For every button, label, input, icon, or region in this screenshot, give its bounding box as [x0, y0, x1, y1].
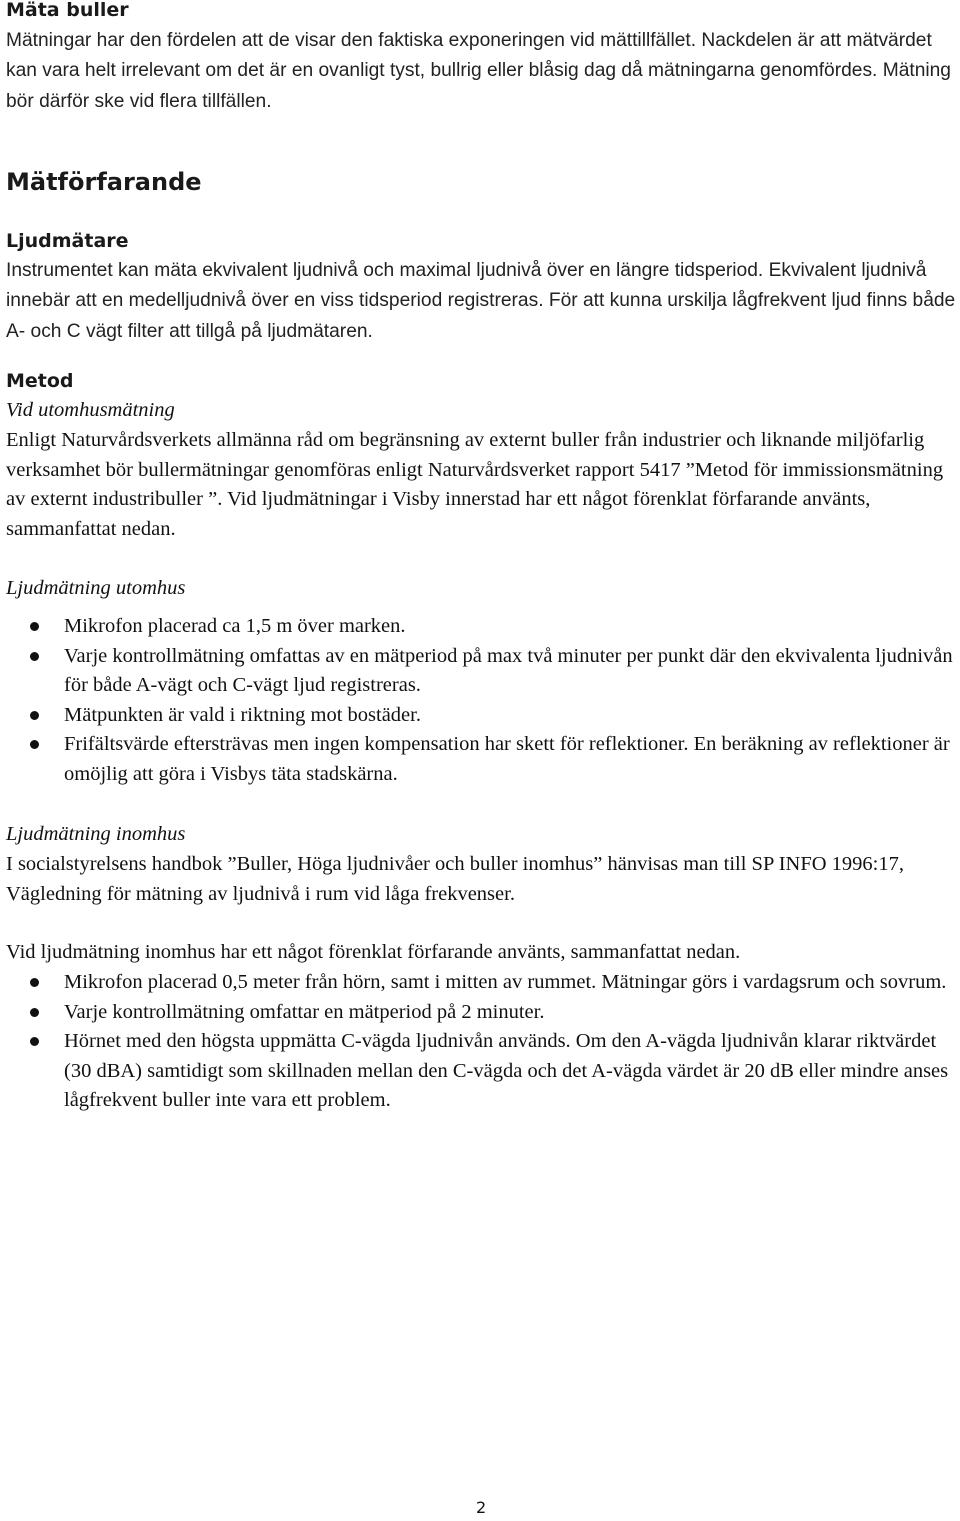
bullet-icon: [30, 1008, 39, 1017]
list-item: Varje kontrollmätning omfattas av en mätperiod på max två minuter per punkt där den ekvivalenta ljudnivån för både A-vägt och C-vägt ljud registreras.: [0, 642, 954, 701]
paragraph-inomhus-intro: Vid ljudmätning inomhus har ett något förenklat förfarande använts, sammanfattat nedan.: [6, 941, 741, 963]
subheading-ljudmatning-utomhus: Ljudmätning utomhus: [6, 577, 186, 599]
heading-matforfarande: Mätförfarande: [6, 168, 202, 196]
list-item: Hörnet med den högsta uppmätta C-vägda ljudnivån används. Om den A-vägda ljudnivån klarar riktvärdet (30 dBA) samtidigt som skillnaden mellan den C-vägda och det A-vägda värdet är 20 dB eller mindre anses lågfrekvent buller inte vara ett problem.: [0, 1027, 954, 1116]
list-item: Frifältsvärde eftersträvas men ingen kompensation har skett för reflektioner. En beräkning av reflektioner är omöjlig att göra i Visbys täta stadskärna.: [0, 730, 954, 789]
bullet-icon: [30, 978, 39, 987]
subheading-vid-utomhusmatning: Vid utomhusmätning: [6, 399, 175, 421]
paragraph-mata-buller: Mätningar har den fördelen att de visar den faktiska exponeringen vid mättillfället. Nackdelen är att mätvärdet kan vara helt irrelevant om det är en ovanligt tyst, bullrig eller blåsig dag då mätningarna genomfördes. Mätning bör därför ske vid flera tillfällen.: [6, 30, 951, 112]
paragraph-inomhus: I socialstyrelsens handbok ”Buller, Höga ljudnivåer och buller inomhus” hänvisas man till SP INFO 1996:17, Vägledning för mätning av ljudnivå i rum vid låga frekvenser.: [6, 853, 905, 905]
paragraph-ljudmatare: Instrumentet kan mäta ekvivalent ljudnivå och maximal ljudnivå över en längre tidsperiod. Ekvivalent ljudnivå innebär att en medelljudnivå över en viss tidsperiod registreras. För att kunna urskilja lågfrekvent ljud finns både A- och C vägt filter att tillgå på ljudmätaren.: [6, 260, 956, 342]
list-item: Mätpunkten är vald i riktning mot bostäder.: [0, 701, 954, 731]
page-number: 2: [476, 1498, 487, 1517]
paragraph-metod: Enligt Naturvårdsverkets allmänna råd om begränsning av externt buller från industrier och liknande miljöfarlig verksamhet bör bullermätningar genomföras enligt Naturvårdsverket rapport 5417 ”Metod för immissionsmätning av externt industribuller ”. Vid ljudmätningar i Visby innerstad har ett något förenklat förfarande använts, sammanfattat nedan.: [6, 429, 944, 540]
bullet-icon: [30, 1037, 39, 1046]
subheading-ljudmatning-inomhus: Ljudmätning inomhus: [6, 823, 186, 845]
list-item: Mikrofon placerad ca 1,5 m över marken.: [0, 612, 954, 642]
bullet-icon: [30, 740, 39, 749]
bullet-icon: [30, 622, 39, 631]
heading-ljudmatare: Ljudmätare: [6, 230, 129, 252]
bullet-icon: [30, 711, 39, 720]
bullet-list-utomhus: [0, 612, 960, 790]
heading-metod: Metod: [6, 370, 74, 392]
bullet-list-inomhus: [0, 968, 960, 1116]
bullet-icon: [30, 652, 39, 661]
list-item: Mikrofon placerad 0,5 meter från hörn, samt i mitten av rummet. Mätningar görs i vardagsrum och sovrum.: [0, 968, 954, 998]
list-item: Varje kontrollmätning omfattar en mätperiod på 2 minuter.: [0, 998, 954, 1028]
heading-mata-buller: Mäta buller: [6, 0, 129, 21]
